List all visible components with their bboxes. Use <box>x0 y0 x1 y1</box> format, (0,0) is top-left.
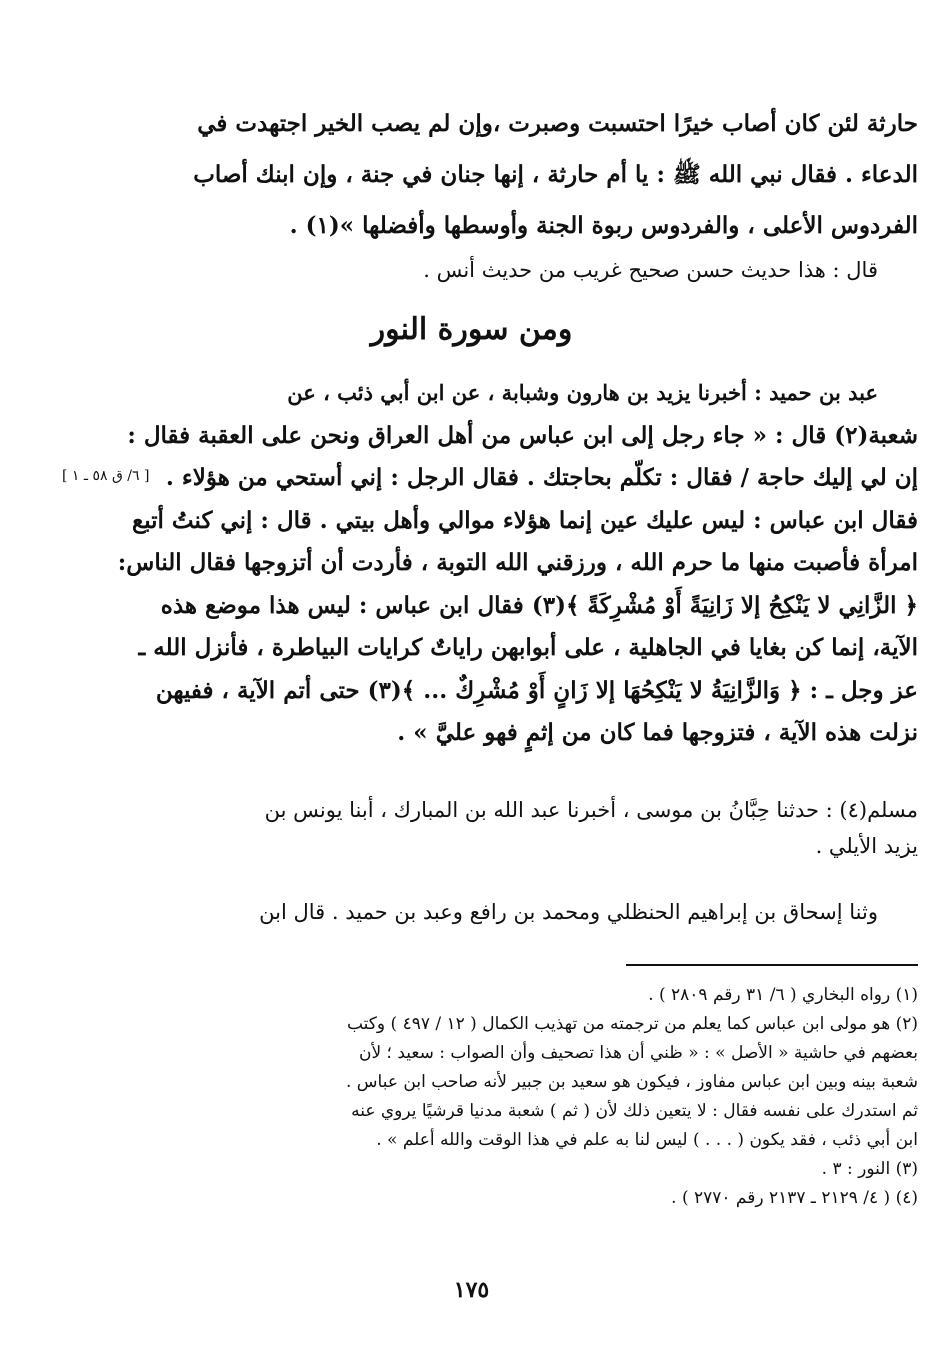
footnote-line: ابن أبي ذئب ، فقد يكون ( . . . ) ليس لنا به علم في هذا الوقت والله أعلم » . <box>376 1130 918 1150</box>
text-line: يزيد الأيلي . <box>815 834 918 858</box>
text-line: الآية، إنما كن بغايا في الجاهلية ، على أبوابهن راياتٌ كرايات البياطرة ، فأنزل الله ـ <box>138 634 918 661</box>
manuscript-folio-reference: [ ٦/ ق ٥٨ ـ ١ ] <box>62 468 150 484</box>
page-number: ١٧٥ <box>453 1277 490 1303</box>
text-line: مسلم(٤) : حدثنا حِبَّانُ بن موسى ، أخبرنا عبد الله بن المبارك ، أبنا يونس بن <box>264 798 918 822</box>
text-line: إن لي إليك حاجة / فقال : تكلّم بحاجتك . فقال الرجل : إني أستحي من هؤلاء . <box>165 464 918 491</box>
surah-heading: ومن سورة النور <box>370 312 573 347</box>
text-line: عز وجل ـ : ﴿ وَالزَّانِيَةُ لا يَنْكِحُهَا إلا زَانٍ أَوْ مُشْرِكٌ ... ﴾(٣) حتى أتم الآية ، ففيهن <box>155 676 918 704</box>
muslim-paragraph <box>184 792 918 864</box>
text-line: الفردوس الأعلى ، والفردوس ربوة الجنة وأوسطها وأفضلها »(١) . <box>289 212 918 239</box>
footnote-line: شعبة بينه وبين ابن عباس مفاوز ، فيكون هو سعيد بن جبير لأنه صاحب ابن عباس . <box>346 1072 918 1092</box>
text-line: فقال ابن عباس : ليس عليك عين إنما هؤلاء موالي وأهل بيتي . قال : إني كنتُ أتبع <box>131 506 918 534</box>
footnote-line: (١) رواه البخاري ( ٦/ ٣١ رقم ٢٨٠٩ ) . <box>648 985 918 1005</box>
text-line: الدعاء . فقال نبي الله ﷺ : يا أم حارثة ، إنها جنان في جنة ، وإن ابنك أصاب <box>193 161 918 188</box>
grading-note <box>184 252 918 288</box>
text-line: نزلت هذه الآية ، فتزوجها فما كان من إثمٍ فهو عليَّ » . <box>397 719 918 746</box>
text-line: ﴿ الزَّانِي لا يَنْكِحُ إلا زَانِيَةً أَوْ مُشْرِكَةً ﴾(٣) فقال ابن عباس : ليس هذا موضع هذه <box>160 591 918 619</box>
text-line: شعبة(٢) قال : « جاء رجل إلى ابن عباس من أهل العراق ونحن على العقبة فقال : <box>127 421 918 449</box>
footnote-line: بعضهم في حاشية « الأصل » : « ظني أن هذا تصحيف وأن الصواب : سعيد ؛ لأن <box>358 1043 918 1063</box>
footnote-separator <box>626 964 918 966</box>
footnotes <box>184 981 918 1213</box>
text-line: قال : هذا حديث حسن صحيح غريب من حديث أنس . <box>423 258 878 282</box>
intro-paragraph <box>184 98 918 251</box>
footnote-line: (٣) النور : ٣ . <box>821 1159 918 1179</box>
footnote-line: (٢) هو مولى ابن عباس كما يعلم من ترجمته من تهذيب الكمال ( ١٢ / ٤٩٧ ) وكتب <box>346 1014 918 1034</box>
footnote-line: (٤) ( ٤/ ٢١٢٩ ـ ٢١٣٧ رقم ٢٧٧٠ ) . <box>671 1188 918 1208</box>
text-line: عبد بن حميد : أخبرنا يزيد بن هارون وشبابة ، عن ابن أبي ذئب ، عن <box>287 380 878 405</box>
chain-paragraph <box>184 894 918 930</box>
footnote-line: ثم استدرك على نفسه فقال : لا يتعين ذلك لأن ( ثم ) شعبة مدنيا قرشيًا يروي عنه <box>351 1101 918 1121</box>
text-line: امرأة فأصبت منها ما حرم الله ، ورزقني الله التوبة ، فأردت أن أتزوجها فقال الناس: <box>117 549 918 576</box>
hadith-paragraph <box>117 372 918 755</box>
text-line: حارثة لئن كان أصاب خيرًا احتسبت وصبرت ،وإن لم يصب الخير اجتهدت في <box>197 110 918 137</box>
text-line: وثنا إسحاق بن إبراهيم الحنظلي ومحمد بن رافع وعبد بن حميد . قال ابن <box>259 900 878 924</box>
